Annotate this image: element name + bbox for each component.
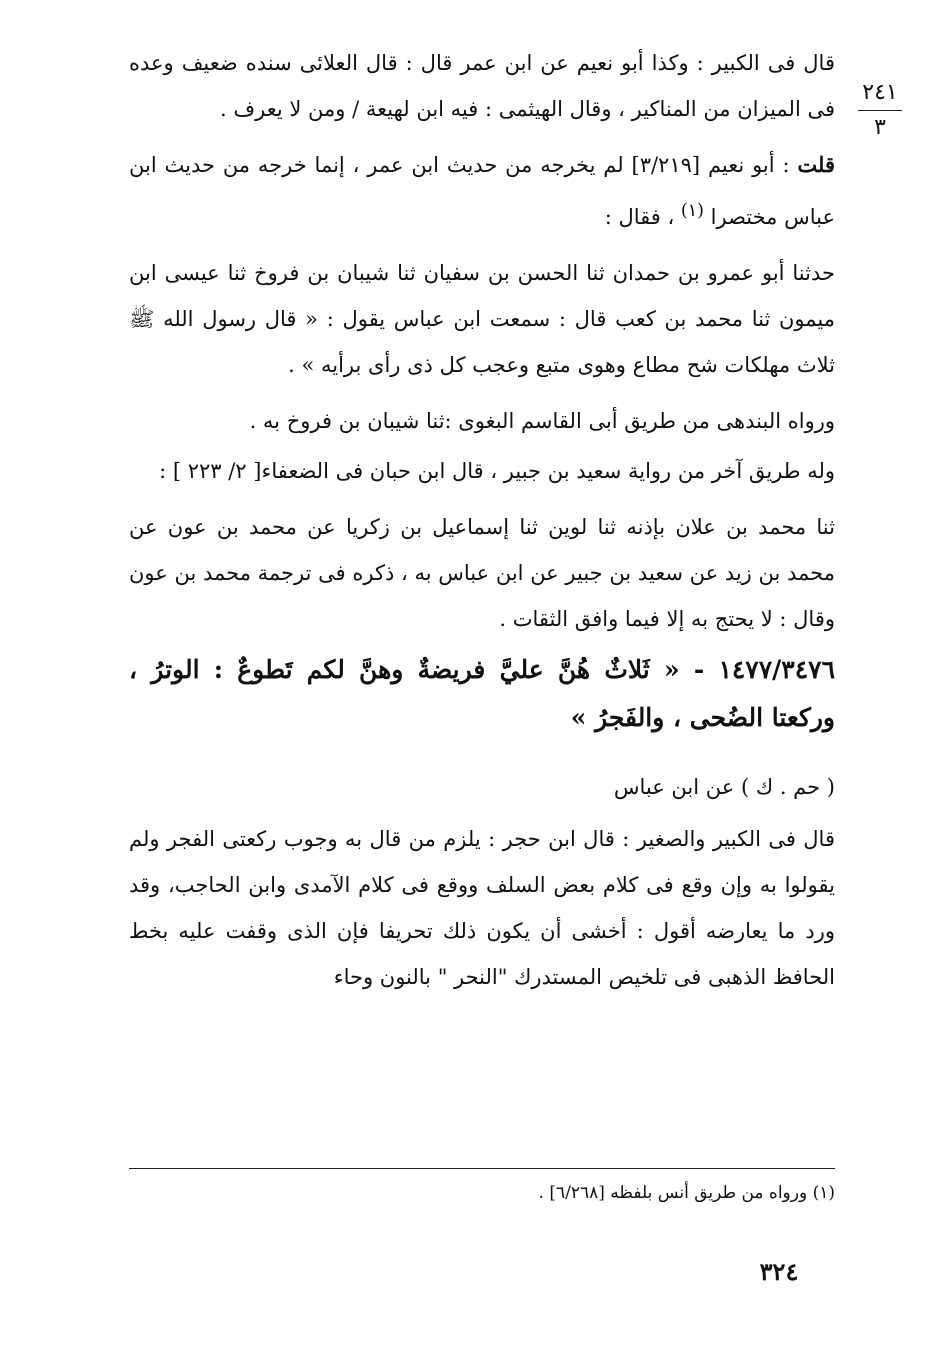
- paragraph: ورواه البندهى من طريق أبى القاسم البغوى :ثنا شيبان بن فروخ به .: [249, 409, 835, 433]
- footnote-separator: [129, 1168, 835, 1169]
- footnote-marker: (١): [680, 201, 704, 221]
- hadith-source: ( حم . ك ) عن ابن عباس: [613, 775, 835, 799]
- paragraph-text: : أبو نعيم [٣/٢١٩] لم يخرجه من حديث ابن عمر ، إنما خرجه من حديث ابن عباس مختصرا: [129, 153, 835, 229]
- main-text-column: [129, 40, 835, 1010]
- hadith-entry: [129, 646, 835, 742]
- paragraph: قال فى الكبير : وكذا أبو نعيم عن ابن عمر قال : قال العلائى سنده ضعيف وعده فى الميزان من المناكير ، وقال الهيثمى : فيه ابن لهيعة / ومن لا يعرف .: [129, 51, 835, 121]
- margin-reference-top: ٢٤١: [862, 80, 898, 105]
- page-number: ٣٢٤: [759, 1257, 799, 1286]
- commentary-paragraph: قال فى الكبير والصغير : قال ابن حجر : يلزم من قال به وجوب ركعتى الفجر ولم يقولوا به وإن وقع فى كلام بعض السلف ووقع فى كلام الآمدى وابن الحاجب، وقد ورد ما يعارضه أقول : أخشى أن يكون ذلك تحريفا فإن الذى وقفت عليه بخط الحافظ الذهبى فى تلخيص المستدرك "النحر " بالنون وحاء: [129, 827, 835, 989]
- paragraph: [129, 142, 835, 240]
- paragraph-text: ، فقال :: [604, 205, 681, 229]
- footnote: (١) ورواه من طريق أنس بلفظه [٦/٢٦٨] .: [538, 1183, 835, 1203]
- margin-reference-divider: [858, 110, 902, 111]
- paragraph: ثنا محمد بن علان بإذنه ثنا لوين ثنا إسماعيل بن زكريا عن محمد بن عون عن محمد بن زيد عن سعيد بن جبير عن ابن عباس به ، ذكره فى ترجمة محمد بن عون وقال : لا يحتج به إلا فيما وافق الثقات .: [129, 515, 835, 631]
- margin-reference-bottom: ٣: [874, 115, 886, 140]
- qultu-label: قلت: [797, 152, 835, 177]
- hadith-text: - « ثَلاثٌ هُنَّ عليَّ فريضةٌ وهنَّ لكم تَطوعٌ : الوترُ ، وركعتا الضُحى ، والفَجرُ »: [129, 655, 835, 732]
- paragraph: حدثنا أبو عمرو بن حمدان ثنا الحسن بن سفيان ثنا شيبان بن فروخ ثنا عيسى ابن ميمون ثنا محمد بن كعب قال : سمعت ابن عباس يقول : « قال رسول الله ﷺ ثلاث مهلكات شح مطاع وهوى متبع وعجب كل ذى رأى برأيه » .: [129, 261, 835, 377]
- hadith-number: ١٤٧٧/٣٤٧٦: [718, 655, 835, 684]
- paragraph: وله طريق آخر من رواية سعيد بن جبير ، قال ابن حبان فى الضعفاء[ ٢/ ٢٢٣ ] :: [159, 459, 835, 483]
- margin-reference: [856, 80, 904, 141]
